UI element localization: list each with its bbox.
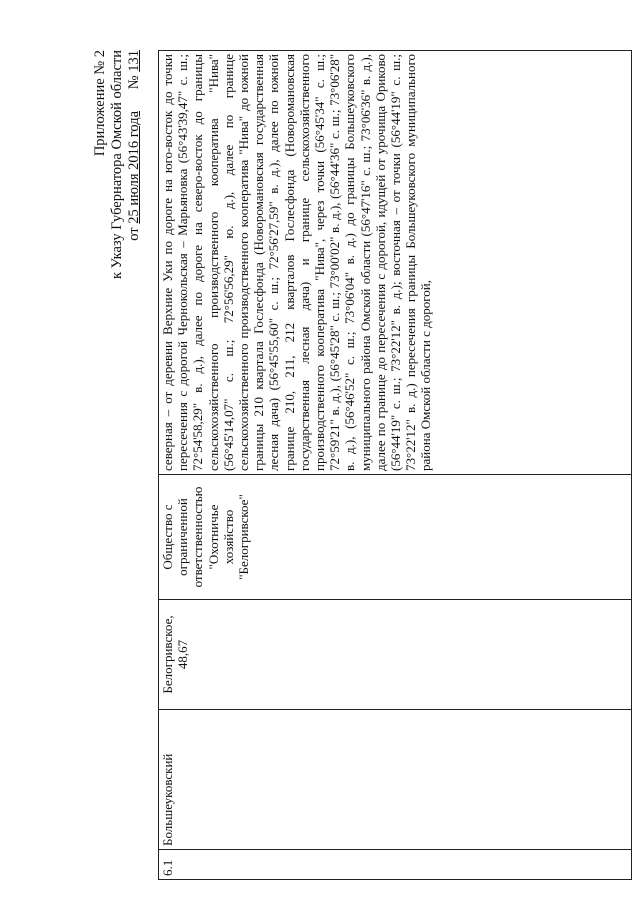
district-cell: Большеуковский xyxy=(159,710,632,850)
decree-number: 131 xyxy=(126,50,142,72)
number-prefix: № xyxy=(126,75,142,90)
area-cell xyxy=(159,600,632,710)
decree-reference: к Указу Губернатора Омской области xyxy=(109,50,125,280)
boundary-description-cell: северная – от деревни Верхние Уки по дороге на юго-восток до точки пересечения с дорогой Чернокольская – Марьяновка (56°43'39,47" с. ш.; 72°54'58,29" в. д.), далее по дороге на северо-восток до границы сельскохозяйственного производственного кооператива "Нива" (56°45'14,07" с. ш.; 72°56'56,29" ю. д.), далее по границе сельскохозяйственного производственного кооператива "Нива" до южной границы 210 квартала Гослесфонда (Новоромановская государственная лесная дача) (56°45'55,60" с. ш.; 72°56'27,59" в. д.), далее по южной границе 210, 211, 212 кварталов Гослесфонда (Новоромановская государственная лесная дача) и границе сельскохозяйственного производственного кооператива "Нива", через точки (56°45'34" с. ш.; 72°59'21" в. д.), (56°45'28" с. ш.; 73°00'02" в. д.), (56°44'36" с. ш.; 73°06'28" в. д.), (56°46'52" с. ш.; 73°06'04" в. д.) до границы Большеуковского муниципального района Омской области (56°47'16" с. ш.; 73°06'36" в. д.), далее по границе до пересечения с дорогой, идущей от урочища Ориково (56°44'19" с. ш.; 73°22'12" в. д.); восточная – от точки (56°44'19" с. ш.; 73°22'12" в. д.) пересечения границы Большеуковского муниципального района Омской области с дорогой, xyxy=(159,51,632,475)
table-row xyxy=(159,51,632,880)
document-header xyxy=(92,50,143,410)
organization-cell: Общество с ограниченной ответственностью "Охотничье хозяйство "Белогривское" xyxy=(159,475,632,600)
decree-date: 25 июля 2016 года xyxy=(126,110,142,224)
rotated-content xyxy=(92,50,572,880)
area-name: Белогривское, xyxy=(160,615,175,694)
appendix-title: Приложение № 2 xyxy=(92,50,108,157)
date-prefix: от xyxy=(126,227,142,241)
row-number: 6.1 xyxy=(159,850,632,880)
hunting-grounds-table xyxy=(158,50,632,880)
decree-date-line xyxy=(126,50,143,410)
area-value: 48,67 xyxy=(175,639,191,670)
